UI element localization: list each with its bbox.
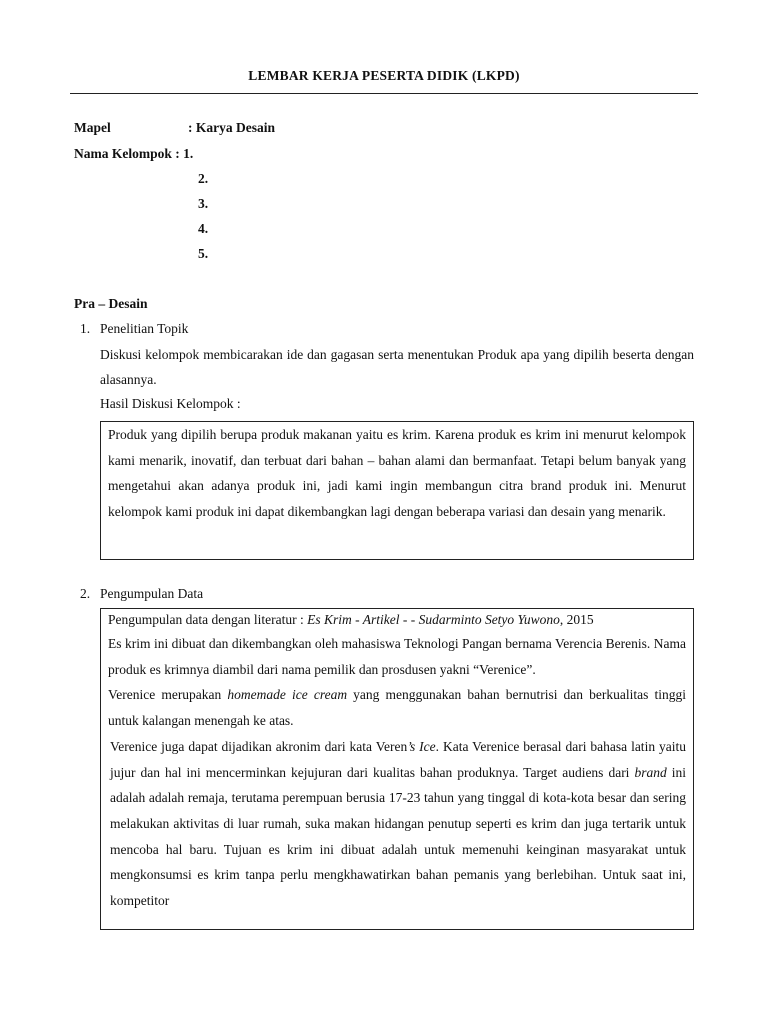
- text-span: . Kata Verenice berasal dari bahasa latin yaitu jujur dan hal ini mencerminkan kejujuran dari kualitas bahan produknya. Target audiens dari: [110, 738, 686, 780]
- nama-kelompok-first: : 1.: [175, 146, 194, 161]
- member-number: 5.: [198, 246, 209, 261]
- list-item-title: Penelitian Topik: [100, 321, 189, 336]
- nama-kelompok-row: [74, 146, 193, 162]
- data-paragraph: Es krim ini dibuat dan dikembangkan oleh mahasiswa Teknologi Pangan bernama Verencia Berenis. Nama produk es krimnya diambil dari nama pemilik dan prosdusen yakni “Verenice”.: [108, 636, 686, 677]
- pengumpulan-data-box: [100, 608, 694, 930]
- literature-source: Es Krim - Artikel - - Sudarminto Setyo Yuwono: [307, 612, 560, 627]
- data-paragraph: [108, 734, 686, 914]
- text-span: yang menggunakan bahan bernutrisi dan berkualitas tinggi untuk kalangan menengah ke atas.: [108, 687, 686, 729]
- literature-line: [108, 609, 686, 631]
- italic-span: ’s Ice: [407, 738, 436, 754]
- mapel-row: [74, 120, 275, 136]
- list-item-pengumpulan-data: [80, 586, 203, 602]
- data-paragraph: [108, 682, 686, 733]
- hasil-diskusi-text: Produk yang dipilih berupa produk makanan yaitu es krim. Karena produk es krim ini menurut kelompok kami menarik, inovatif, dan terbuat dari bahan – bahan alami dan bermanfaat. Tetapi belum banyak yang mengetahui akan adanya produk ini, jadi kami ingin membangun citra brand produk ini. Menurut kelompok kami produk ini dapat dikembangkan lagi dengan beberapa variasi dan desain yang menarik.: [108, 427, 686, 520]
- list-number: 1.: [80, 321, 91, 336]
- member-number: 2.: [198, 171, 209, 186]
- text-span: ini adalah adalah remaja, terutama perempuan berusia 17-23 tahun yang tinggal di kota-kota besar dan sering melakukan aktivitas di luar rumah, suka makan hidangan penutup seperti es krim dan juga tertarik untuk mencoba hal baru. Tujuan es krim ini dibuat adalah untuk memenuhi keinginan masyarakat untuk mengkonsumsi es krim tanpa perlu mengkhawatirkan bahan pemanis yang berlebihan. Untuk saat ini, kompetitor: [110, 764, 686, 909]
- member-number: 4.: [198, 221, 209, 236]
- literature-prefix: Pengumpulan data dengan literatur :: [108, 612, 308, 627]
- list-item-title: Pengumpulan Data: [100, 586, 204, 601]
- mapel-value: : Karya Desain: [188, 120, 275, 135]
- list-item-penelitian-topik: [80, 321, 188, 337]
- italic-span: homemade ice cream: [227, 687, 348, 703]
- italic-span: brand: [634, 764, 667, 780]
- penelitian-description: Diskusi kelompok membicarakan ide dan gagasan serta menentukan Produk apa yang dipilih beserta dengan alasannya.: [100, 347, 694, 387]
- list-number: 2.: [80, 586, 91, 601]
- member-number: 3.: [198, 196, 209, 211]
- hasil-diskusi-box: [100, 421, 694, 560]
- literature-year: , 2015: [559, 612, 594, 627]
- text-span: Verenice juga dapat dijadikan akronim dari kata Veren: [110, 738, 408, 754]
- hasil-diskusi-label: Hasil Diskusi Kelompok :: [100, 396, 241, 411]
- section-heading-pra-desain: Pra – Desain: [74, 296, 148, 311]
- text-span: Verenice merupakan: [108, 687, 228, 703]
- document-title: LEMBAR KERJA PESERTA DIDIK (LKPD): [248, 68, 520, 83]
- nama-kelompok-label: Nama Kelompok: [74, 146, 172, 161]
- title-divider: [70, 93, 698, 94]
- mapel-label: Mapel: [74, 120, 111, 135]
